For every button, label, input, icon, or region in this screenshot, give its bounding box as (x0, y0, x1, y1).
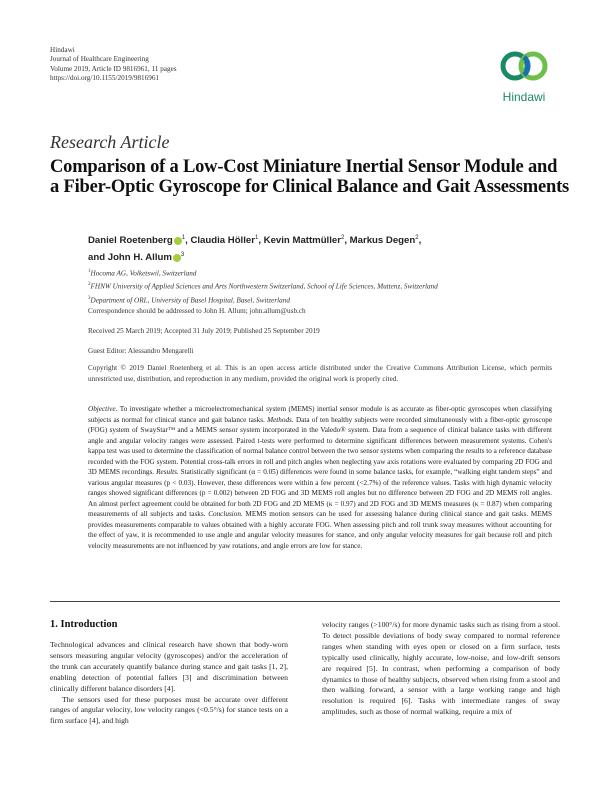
doi-link[interactable]: https://doi.org/10.1155/2019/9816961 (50, 73, 160, 82)
author-affil-sup: 1 (181, 235, 186, 241)
affiliation: $^3$Department of ORL, University of Basel Hospital, Basel, Switzerland (88, 295, 290, 305)
volume-info: Volume 2019, Article ID 9816961, 11 pages (50, 64, 177, 73)
author-name[interactable]: Markus Degen (349, 235, 416, 247)
paragraph: The sensors used for these purposes must be accurate over different ranges of angular velocity, low velocity ranges (<0.5°/s) for stance tests on a firm surface [4], and high (50, 694, 288, 726)
paragraph: Technological advances and clinical research have shown that body-worn sensors measuring angular velocity (gyroscopes) and/or the acceleration of the trunk can accurately quantify balance during stance and gait tasks [1, 2], enabling detection of potential fallers [3] and discrimination between clinically different balance disorders [4]. (50, 640, 288, 693)
author-affil-sup: 3 (180, 252, 185, 259)
affiliations (88, 266, 438, 306)
section-divider (50, 601, 560, 602)
body-column-left (50, 640, 288, 727)
affiliation: $^2$FHNW University of Applied Sciences and Arts Northwestern Switzerland, School of Life Sciences, Muttenz, Switzerland (88, 282, 438, 291)
journal-info (50, 46, 177, 83)
author-name[interactable]: Kevin Mattmüller (263, 235, 341, 247)
article-type: Research Article (50, 132, 170, 152)
author-affil-sup: 2 (340, 235, 345, 241)
section-heading: 1. Introduction (50, 619, 118, 630)
orcid-icon[interactable] (174, 237, 182, 245)
body-column-right (322, 620, 560, 718)
author-name[interactable]: Daniel Roetenberg (88, 235, 173, 247)
paragraph: velocity ranges (>100°/s) for more dynamic tasks such as rising from a stool. To detect possible deviations of body sway compared to normal reference ranges when standing with eyes open or closed on a firm surface, tests typically used clinically, highly accurate, low-noise, and low-drift sensors are required [5]. In contrast, when performing a comparison of body dynamics to those of healthy subjects, observed when rising from a stool and then walking forward, a sensor with a large working range and high resolution is required [6]. Tasks with intermediate ranges of sway amplitudes, such as those of normal walking, require a mix of (322, 620, 560, 717)
author-list: Daniel Roetenberg $^1$, Claudia Höller$^1$, Kevin Mattmüller$^2$, Markus Degen$^2$, and John H. Allum $^3$ (88, 235, 422, 264)
logo-text: Hindawi (502, 90, 546, 104)
affiliation: $^1$Hocoma AG, Volketswil, Switzerland (88, 269, 197, 278)
author-name[interactable]: John H. Allum (107, 252, 172, 264)
publisher-name: Hindawi (50, 46, 75, 54)
abstract-label-conclusion: Conclusion. (208, 510, 243, 518)
hindawi-logo (494, 46, 554, 106)
abstract-label-results: Results. (156, 468, 179, 476)
hindawi-logo-icon (498, 46, 550, 88)
guest-editor: Guest Editor: Alessandro Mengarelli (88, 347, 194, 355)
paper-title: Comparison of a Low-Cost Miniature Inertial Sensor Module and a Fiber-Optic Gyroscope for Clinical Balance and Gait Assessments (50, 157, 570, 197)
publication-dates: Received 25 March 2019; Accepted 31 July 2019; Published 25 September 2019 (88, 327, 320, 335)
author-name[interactable]: Claudia Höller (190, 235, 255, 247)
author-conjunction: and (88, 252, 106, 264)
abstract: Objective. To investigate whether a microelectromechanical system (MEMS) inertial sensor module is as accurate as fiber-optic gyroscopes when classifying subjects as normal for clinical stance and gait balance tasks. Methods. Data of ten healthy subjects were recorded simultaneously with a fiber-optic gyroscope (FOG) system of SwayStar™ and a MEMS sensor system incorporated in the Valedo® system. Data from a sequence of clinical balance tasks with different angle and angular velocity ranges were assessed. Paired t-tests were performed to determine significant differences between measurement systems. Cohen's kappa test was used to determine the classification of normal balance control between the two sensor systems when comparing the results to a reference database recorded with the FOG system. Potential cross-talk errors in roll and pitch angles when neglecting yaw axis rotations were evaluated by comparing 2D FOG and 3D MEMS recordings. Results. Statistically significant (α = 0.05) differences were found in some balance tasks, for example, “walking eight tandem steps” and various angular measures (p < 0.03). However, these differences were within a few percent (<2.7%) of the reference values. Tasks with high dynamic velocity ranges showed significant differences (p = 0.002) between 2D FOG and 3D MEMS roll angles but no difference between 2D FOG and 2D MEMS roll angles. An almost perfect agreement could be obtained for both 2D FOG and 2D MEMS (κ = 0.97) and 2D FOG and 3D MEMS measures (κ = 0.87) when comparing measurements of all subjects and tasks. Conclusion. MEMS motion sensors can be used for assessing balance during clinical stance and gait tasks. MEMS provides measurements comparable to values obtained with a highly accurate FOG. When assessing pitch and roll trunk sway measures without accounting for the effect of yaw, it is recommended to use angle and angular velocity measures for stance, and only angular velocity measures for gait because roll and pitch velocity measurements are not influenced by yaw rotations, and angle errors are low for stance. (88, 405, 553, 550)
copyright-notice: Copyright © 2019 Daniel Roetenberg et al. This is an open access article distributed under the Creative Commons Attribution License, which permits unrestricted use, distribution, and reproduction in any medium, provided the original work is properly cited. (88, 364, 552, 383)
orcid-icon[interactable] (173, 254, 181, 262)
abstract-label-objective: Objective. (88, 405, 118, 413)
correspondence: Correspondence should be addressed to John H. Allum; john.allum@usb.ch (88, 307, 306, 315)
journal-name: Journal of Healthcare Engineering (50, 55, 149, 64)
author-affil-sup: 1 (254, 235, 259, 241)
abstract-label-methods: Methods. (267, 415, 294, 424)
author-affil-sup: 2 (415, 235, 419, 241)
